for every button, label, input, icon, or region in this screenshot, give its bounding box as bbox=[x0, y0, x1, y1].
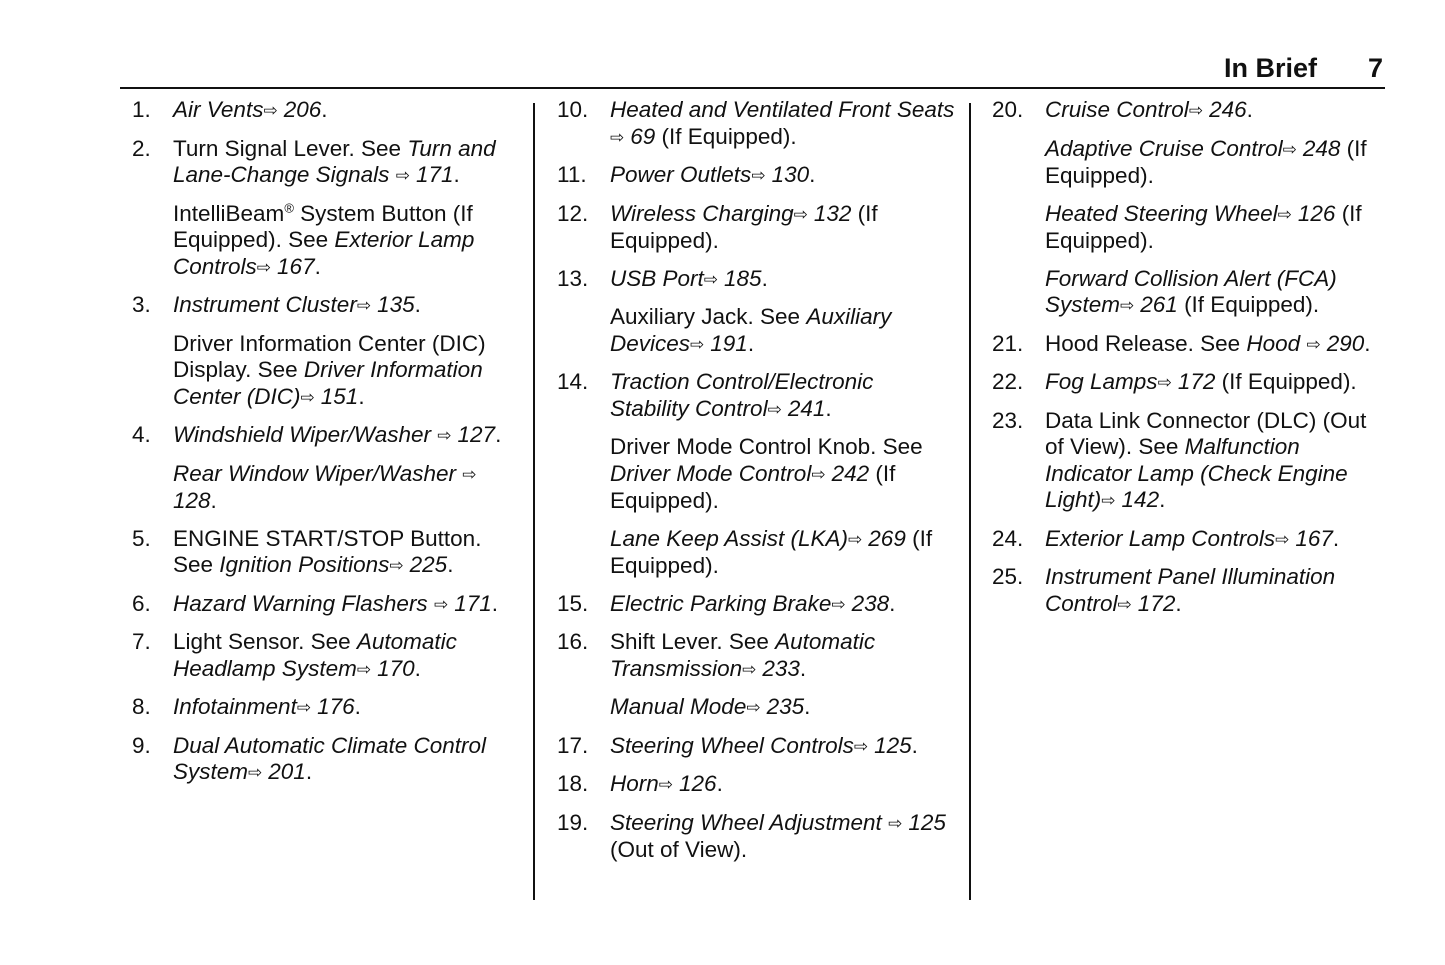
cross-reference-text: 290 bbox=[1320, 330, 1365, 356]
list-item bbox=[555, 629, 955, 722]
list-item bbox=[130, 136, 520, 282]
item-text bbox=[1045, 97, 1385, 125]
cross-reference-text: Steering Wheel Adjustment bbox=[610, 809, 889, 835]
list-item bbox=[555, 810, 955, 864]
item-text bbox=[173, 694, 520, 722]
item-text bbox=[1045, 408, 1385, 515]
plain-text: Turn Signal Lever. See bbox=[173, 135, 408, 161]
item-number: 16. bbox=[557, 629, 589, 654]
cross-reference-text: Steering Wheel Controls bbox=[610, 732, 854, 758]
plain-text: Driver Mode Control Knob. See bbox=[610, 434, 923, 459]
cross-reference-text: 246 bbox=[1202, 97, 1247, 122]
list-item bbox=[130, 292, 520, 411]
cross-reference-text: Heated and Ventilated Front Seats bbox=[610, 97, 955, 122]
list-item bbox=[130, 97, 520, 125]
page-reference-arrow-icon: ⇨ bbox=[848, 529, 863, 549]
plain-text: . bbox=[825, 395, 832, 421]
plain-text: . bbox=[414, 655, 421, 681]
cross-reference-text: 130 bbox=[765, 162, 810, 187]
plain-text: . bbox=[447, 552, 454, 577]
cross-reference-text: Infotainment bbox=[173, 694, 297, 719]
item-number: 2. bbox=[132, 135, 151, 161]
list-item bbox=[990, 408, 1385, 515]
cross-reference-text: Instrument Cluster bbox=[173, 292, 357, 317]
cross-reference-text: Driver Information Center (DIC) bbox=[173, 357, 483, 409]
plain-text: . bbox=[1364, 330, 1371, 356]
item-number: 3. bbox=[132, 292, 151, 317]
list-item bbox=[555, 266, 955, 359]
cross-reference-text: Malfunction Indicator Lamp (Check Engine Light) bbox=[1045, 434, 1348, 512]
item-text bbox=[173, 526, 520, 580]
item-text bbox=[1045, 526, 1385, 554]
item-text bbox=[1045, 564, 1385, 618]
item-text bbox=[1045, 369, 1385, 397]
cross-reference-text: Cruise Control bbox=[1045, 97, 1189, 122]
cross-reference-text: 142 bbox=[1115, 487, 1160, 512]
cross-reference-text: Wireless Charging bbox=[610, 200, 794, 226]
cross-reference-text: 126 bbox=[672, 771, 717, 796]
page-reference-arrow-icon: ⇨ bbox=[296, 698, 312, 717]
plain-text: . bbox=[1159, 487, 1166, 512]
cross-reference-text: Air Vents bbox=[173, 97, 264, 122]
page-reference-arrow-icon: ⇨ bbox=[300, 387, 315, 407]
plain-text: . bbox=[761, 265, 768, 291]
item-text bbox=[173, 331, 520, 412]
item-number: 19. bbox=[557, 809, 589, 835]
item-number: 14. bbox=[557, 369, 589, 394]
cross-reference-text: Dual Automatic Climate Control System bbox=[173, 732, 487, 784]
item-text bbox=[610, 369, 955, 423]
cross-reference-text: Ignition Positions bbox=[219, 552, 390, 577]
cross-reference-text: 151 bbox=[314, 383, 359, 409]
cross-reference-text: 176 bbox=[310, 694, 355, 719]
plain-text: (If Equipped). bbox=[610, 460, 896, 513]
plain-text: . bbox=[210, 488, 217, 513]
cross-reference-text: Automatic Transmission bbox=[610, 629, 876, 681]
cross-reference-text: Exterior Lamp Controls bbox=[1045, 525, 1276, 551]
cross-reference-text: 241 bbox=[781, 395, 826, 421]
page-reference-arrow-icon: ⇨ bbox=[751, 166, 766, 185]
page-reference-arrow-icon: ⇨ bbox=[767, 399, 782, 419]
page-reference-arrow-icon: ⇨ bbox=[1117, 594, 1132, 614]
plain-text: Data Link Connector (DLC) (Out of View). See bbox=[1045, 407, 1367, 459]
item-text bbox=[610, 771, 955, 799]
plain-text: (Out of View). bbox=[610, 837, 748, 862]
cross-reference-text: 233 bbox=[756, 655, 800, 681]
cross-reference-text: 206 bbox=[277, 97, 322, 122]
list-item bbox=[130, 694, 520, 722]
list-item bbox=[990, 369, 1385, 397]
item-text bbox=[173, 461, 520, 515]
plain-text: . bbox=[804, 694, 811, 719]
plain-text: . bbox=[305, 759, 313, 784]
item-text bbox=[610, 629, 955, 683]
page-reference-arrow-icon: ⇨ bbox=[658, 775, 674, 794]
item-number: 8. bbox=[132, 694, 151, 719]
list-item bbox=[130, 591, 520, 619]
item-text bbox=[173, 201, 520, 282]
page-reference-arrow-icon: ⇨ bbox=[746, 698, 761, 717]
cross-reference-text: Exterior Lamp Controls bbox=[173, 227, 475, 279]
item-text bbox=[610, 810, 955, 864]
cross-reference-text: 132 bbox=[807, 200, 852, 226]
item-text bbox=[610, 304, 955, 358]
item-number: 24. bbox=[992, 525, 1024, 551]
cross-reference-text: 191 bbox=[704, 330, 748, 356]
item-text bbox=[173, 292, 520, 320]
cross-reference-text: Lane Keep Assist (LKA) bbox=[610, 525, 849, 551]
cross-reference-text: USB Port bbox=[610, 265, 704, 291]
item-number: 1. bbox=[132, 97, 151, 122]
plain-text: . bbox=[314, 253, 321, 279]
list-item bbox=[555, 771, 955, 799]
column-divider bbox=[969, 103, 971, 900]
page-reference-arrow-icon: ⇨ bbox=[742, 659, 757, 679]
item-text bbox=[1045, 201, 1385, 255]
item-number: 6. bbox=[132, 590, 151, 616]
list-item bbox=[555, 201, 955, 255]
cross-reference-text: Fog Lamps bbox=[1045, 369, 1158, 394]
item-text bbox=[173, 422, 520, 450]
page-reference-arrow-icon: ⇨ bbox=[831, 594, 846, 614]
page-reference-arrow-icon: ⇨ bbox=[610, 127, 625, 147]
page-reference-arrow-icon: ⇨ bbox=[356, 659, 372, 679]
plain-text: . bbox=[321, 97, 328, 122]
item-number: 23. bbox=[992, 407, 1024, 433]
item-text bbox=[1045, 136, 1385, 190]
item-text bbox=[610, 526, 955, 580]
plain-text: . bbox=[414, 292, 421, 317]
plain-text: . bbox=[354, 694, 361, 719]
column-3 bbox=[990, 97, 1385, 629]
item-text bbox=[610, 201, 955, 255]
cross-reference-text: 201 bbox=[262, 759, 306, 784]
item-number: 9. bbox=[132, 732, 151, 758]
page-reference-arrow-icon: ⇨ bbox=[888, 813, 903, 833]
cross-reference-text: 125 bbox=[867, 732, 912, 758]
cross-reference-text: 185 bbox=[717, 265, 762, 291]
page-reference-arrow-icon: ⇨ bbox=[433, 594, 449, 614]
page-reference-arrow-icon: ⇨ bbox=[811, 464, 826, 484]
page-reference-arrow-icon: ⇨ bbox=[462, 464, 477, 484]
page-reference-arrow-icon: ⇨ bbox=[389, 556, 404, 575]
plain-text: Driver Information Center (DIC) Display. See bbox=[173, 330, 486, 382]
list-item bbox=[555, 162, 955, 190]
cross-reference-text: Turn and Lane-Change Signals bbox=[173, 135, 496, 187]
plain-text: Hood Release. See bbox=[1045, 330, 1247, 356]
list-item bbox=[130, 733, 520, 787]
plain-text: IntelliBeam bbox=[173, 200, 285, 226]
cross-reference-text: 171 bbox=[409, 162, 454, 187]
plain-text: (If Equipped). bbox=[1215, 369, 1357, 394]
list-item bbox=[990, 97, 1385, 320]
cross-reference-text: 128 bbox=[173, 488, 211, 513]
page-reference-arrow-icon: ⇨ bbox=[1188, 101, 1204, 120]
list-item bbox=[990, 526, 1385, 554]
section-title: In Brief bbox=[1223, 53, 1317, 83]
plain-text: System Button (If Equipped). See bbox=[173, 200, 473, 252]
item-text bbox=[610, 733, 955, 761]
cross-reference-text: Automatic Headlamp System bbox=[173, 629, 457, 681]
item-text bbox=[610, 694, 955, 722]
page-reference-arrow-icon: ⇨ bbox=[1101, 491, 1116, 510]
item-text bbox=[610, 162, 955, 190]
plain-text: (If Equipped). bbox=[1177, 292, 1320, 317]
item-number: 15. bbox=[557, 590, 589, 616]
item-text bbox=[173, 591, 520, 619]
cross-reference-text: Traction Control/Electronic Stability Control bbox=[610, 369, 874, 421]
cross-reference-text: Hood bbox=[1246, 330, 1307, 356]
item-number: 25. bbox=[992, 564, 1024, 589]
item-text bbox=[610, 97, 955, 151]
item-text bbox=[610, 434, 955, 515]
registered-mark: ® bbox=[284, 200, 294, 215]
item-text bbox=[173, 97, 520, 125]
plain-text: ENGINE START/STOP Button. See bbox=[173, 525, 482, 577]
item-number: 17. bbox=[557, 732, 589, 758]
cross-reference-text: 170 bbox=[370, 655, 415, 681]
page-reference-arrow-icon: ⇨ bbox=[703, 269, 719, 289]
page-reference-arrow-icon: ⇨ bbox=[1275, 529, 1290, 549]
cross-reference-text: Windshield Wiper/Washer bbox=[173, 422, 438, 447]
list-item bbox=[130, 526, 520, 580]
page-reference-arrow-icon: ⇨ bbox=[853, 736, 869, 756]
plain-text: . bbox=[453, 162, 460, 187]
column-divider bbox=[533, 103, 535, 900]
page-reference-arrow-icon: ⇨ bbox=[1157, 373, 1172, 392]
page-reference-arrow-icon: ⇨ bbox=[1306, 334, 1321, 354]
item-number: 7. bbox=[132, 629, 151, 654]
cross-reference-text: 126 bbox=[1291, 200, 1336, 226]
page-reference-arrow-icon: ⇨ bbox=[395, 166, 410, 185]
cross-reference-text: Instrument Panel Illumination Control bbox=[1045, 564, 1336, 616]
plain-text: (If Equipped). bbox=[1045, 200, 1362, 253]
plain-text: . bbox=[747, 330, 755, 356]
cross-reference-text: Rear Window Wiper/Washer bbox=[173, 460, 463, 486]
list-item bbox=[555, 369, 955, 580]
item-number: 18. bbox=[557, 771, 589, 796]
item-number: 5. bbox=[132, 525, 151, 551]
item-number: 10. bbox=[557, 97, 589, 122]
cross-reference-text: Forward Collision Alert (FCA) System bbox=[1045, 265, 1337, 317]
list-item bbox=[130, 629, 520, 683]
plain-text: . bbox=[911, 732, 918, 758]
plain-text: (If Equipped). bbox=[1045, 135, 1367, 188]
plain-text: (If Equipped). bbox=[610, 200, 878, 253]
list-item bbox=[990, 331, 1385, 359]
page-reference-arrow-icon: ⇨ bbox=[437, 426, 452, 445]
page-reference-arrow-icon: ⇨ bbox=[356, 296, 372, 315]
item-text bbox=[173, 136, 520, 190]
item-text bbox=[173, 733, 520, 787]
page-reference-arrow-icon: ⇨ bbox=[1120, 296, 1135, 315]
cross-reference-text: 135 bbox=[370, 292, 415, 317]
plain-text: Shift Lever. See bbox=[610, 629, 776, 654]
item-number: 11. bbox=[557, 162, 587, 187]
cross-reference-text: Driver Mode Control bbox=[610, 460, 812, 486]
plain-text: (If Equipped). bbox=[610, 525, 933, 578]
item-text bbox=[1045, 331, 1385, 359]
item-text bbox=[1045, 266, 1385, 320]
item-text bbox=[610, 266, 955, 294]
item-text bbox=[610, 591, 955, 619]
cross-reference-text: 167 bbox=[1289, 525, 1333, 551]
plain-text: . bbox=[809, 162, 816, 187]
plain-text: . bbox=[1246, 97, 1253, 122]
cross-reference-text: 269 bbox=[862, 525, 906, 551]
plain-text: . bbox=[358, 383, 365, 409]
plain-text: . bbox=[495, 422, 502, 447]
cross-reference-text: 235 bbox=[760, 694, 805, 719]
cross-reference-text: Power Outlets bbox=[610, 162, 752, 187]
page-reference-arrow-icon: ⇨ bbox=[256, 257, 272, 277]
list-item bbox=[555, 591, 955, 619]
cross-reference-text: Hazard Warning Flashers bbox=[173, 590, 434, 616]
item-number: 22. bbox=[992, 369, 1024, 394]
page-reference-arrow-icon: ⇨ bbox=[793, 204, 808, 224]
item-number: 21. bbox=[992, 330, 1024, 356]
page-reference-arrow-icon: ⇨ bbox=[690, 334, 705, 354]
plain-text: . bbox=[716, 771, 723, 796]
cross-reference-text: 248 bbox=[1296, 135, 1341, 161]
plain-text: (If Equipped). bbox=[655, 123, 797, 149]
plain-text: Light Sensor. See bbox=[173, 629, 357, 654]
plain-text: . bbox=[491, 590, 498, 616]
cross-reference-text: 69 bbox=[624, 123, 656, 149]
cross-reference-text: 171 bbox=[447, 590, 492, 616]
page-header bbox=[120, 50, 1385, 89]
cross-reference-text: Horn bbox=[610, 771, 659, 796]
list-item bbox=[555, 97, 955, 151]
cross-reference-text: Adaptive Cruise Control bbox=[1045, 135, 1283, 161]
page-reference-arrow-icon: ⇨ bbox=[248, 763, 263, 782]
item-number: 13. bbox=[557, 265, 589, 291]
cross-reference-text: 225 bbox=[403, 552, 448, 577]
cross-reference-text: Heated Steering Wheel bbox=[1045, 200, 1278, 226]
plain-text: . bbox=[1175, 590, 1182, 616]
item-number: 12. bbox=[557, 200, 589, 226]
page-reference-arrow-icon: ⇨ bbox=[1277, 204, 1292, 224]
cross-reference-text: 127 bbox=[451, 422, 496, 447]
cross-reference-text: 261 bbox=[1134, 292, 1178, 317]
cross-reference-text: Electric Parking Brake bbox=[610, 590, 832, 616]
plain-text: Auxiliary Jack. See bbox=[610, 304, 807, 329]
plain-text: . bbox=[889, 590, 896, 616]
cross-reference-text: 167 bbox=[270, 253, 315, 279]
column-2 bbox=[555, 97, 955, 875]
cross-reference-text: 242 bbox=[825, 460, 870, 486]
cross-reference-text: 172 bbox=[1131, 590, 1176, 616]
cross-reference-text: Auxiliary Devices bbox=[610, 304, 892, 356]
item-text bbox=[173, 629, 520, 683]
list-item bbox=[990, 564, 1385, 618]
list-item bbox=[130, 422, 520, 515]
plain-text: . bbox=[799, 655, 807, 681]
cross-reference-text: Manual Mode bbox=[610, 694, 747, 719]
page-reference-arrow-icon: ⇨ bbox=[263, 101, 278, 120]
page-reference-arrow-icon: ⇨ bbox=[1282, 139, 1297, 159]
item-number: 4. bbox=[132, 422, 151, 447]
cross-reference-text: 125 bbox=[902, 809, 946, 835]
item-number: 20. bbox=[992, 97, 1024, 122]
cross-reference-text: 172 bbox=[1171, 369, 1216, 394]
list-item bbox=[555, 733, 955, 761]
cross-reference-text: 238 bbox=[845, 590, 890, 616]
plain-text: . bbox=[1332, 525, 1340, 551]
column-1 bbox=[130, 97, 520, 798]
page-number: 7 bbox=[1367, 53, 1383, 83]
